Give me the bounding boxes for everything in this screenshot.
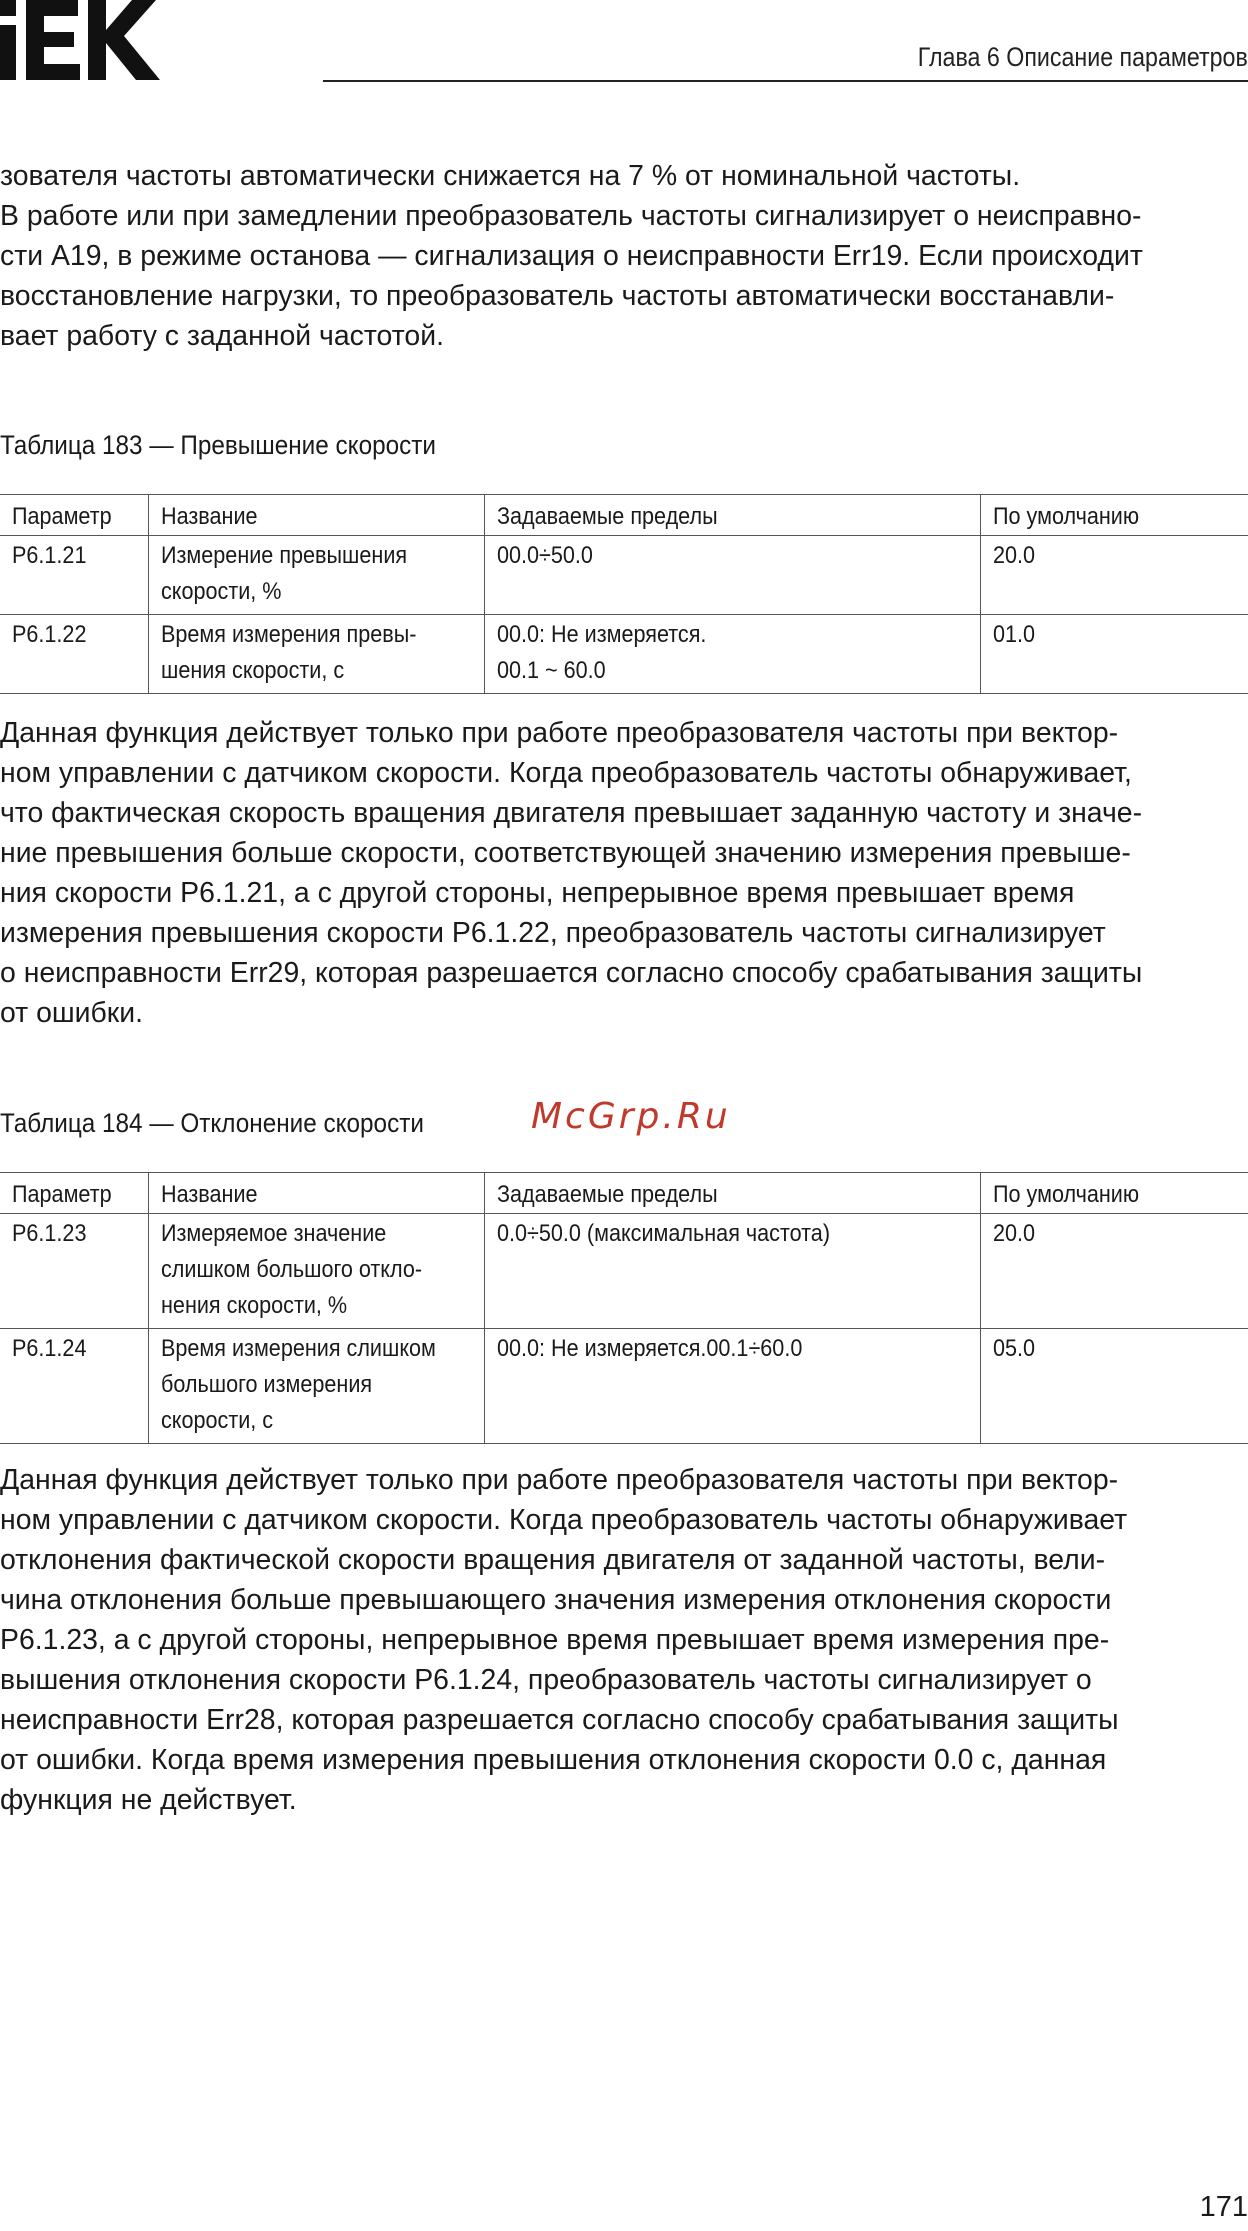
intro-line: восстановление нагрузки, то преобразователь частоты автоматически восстанавли- [0, 280, 1115, 312]
column-header: По умолчанию [980, 495, 1248, 536]
paragraph-line: неисправности Err28, которая разрешается согласно способу срабатывания защиты [0, 1704, 1119, 1736]
body-paragraph [0, 713, 1248, 1033]
name-cell: Время измерения превы- шения скорости, с [148, 615, 484, 694]
chapter-title: Глава 6 Описание параметров [917, 42, 1248, 72]
header-rule [323, 80, 1248, 82]
paragraph-line: отклонения фактической скорости вращения двигателя от заданной частоты, вели- [0, 1544, 1106, 1576]
param-cell: P6.1.23 [0, 1214, 148, 1329]
paragraph-line: ния скорости P6.1.21, а с другой стороны, непрерывное время превышает время [0, 877, 1075, 909]
table-184 [0, 1172, 1248, 1444]
paragraph-line: ние превышения больше скорости, соответствующей значению измерения превыше- [0, 837, 1131, 869]
column-header: Задаваемые пределы [484, 1173, 980, 1214]
iek-logo [0, 0, 164, 80]
range-cell: 0.0÷50.0 (максимальная частота) [484, 1214, 980, 1329]
table-183 [0, 494, 1248, 694]
name-cell: Измерение превышения скорости, % [148, 536, 484, 615]
default-cell: 01.0 [980, 615, 1248, 694]
column-header: Название [148, 495, 484, 536]
paragraph-line: о неисправности Err29, которая разрешается согласно способу срабатывания защиты [0, 957, 1143, 989]
table-header-row [0, 495, 1248, 536]
intro-paragraph [0, 156, 1248, 356]
range-cell: 00.0: Не измеряется. 00.1 ~ 60.0 [484, 615, 980, 694]
range-cell: 00.0: Не измеряется.00.1÷60.0 [484, 1329, 980, 1444]
table-183-caption: Таблица 183 — Превышение скорости [0, 430, 436, 460]
column-header: Параметр [0, 495, 148, 536]
watermark: McGrp.Ru [531, 1096, 731, 1137]
paragraph-line: Данная функция действует только при работе преобразователя частоты при вектор- [0, 717, 1119, 749]
table-row [0, 1214, 1248, 1329]
page-number: 171 [1199, 2191, 1248, 2223]
table-184-caption: Таблица 184 — Отклонение скорости [0, 1108, 424, 1138]
param-cell: P6.1.22 [0, 615, 148, 694]
range-cell: 00.0÷50.0 [484, 536, 980, 615]
default-cell: 20.0 [980, 536, 1248, 615]
column-header: Название [148, 1173, 484, 1214]
paragraph-line: чина отклонения больше превышающего значения измерения отклонения скорости [0, 1584, 1112, 1616]
default-cell: 20.0 [980, 1214, 1248, 1329]
intro-line: вает работу с заданной частотой. [0, 320, 444, 352]
column-header: Параметр [0, 1173, 148, 1214]
intro-line: сти А19, в режиме останова — сигнализация о неисправности Err19. Если происходит [0, 240, 1143, 272]
param-cell: P6.1.21 [0, 536, 148, 615]
paragraph-line: от ошибки. [0, 997, 144, 1029]
column-header: Задаваемые пределы [484, 495, 980, 536]
body-paragraph [0, 1460, 1248, 1820]
column-header: По умолчанию [980, 1173, 1248, 1214]
paragraph-line: от ошибки. Когда время измерения превышения отклонения скорости 0.0 с, данная [0, 1744, 1107, 1776]
table-row [0, 615, 1248, 694]
paragraph-line: функция не действует. [0, 1784, 297, 1816]
intro-line: зователя частоты автоматически снижается на 7 % от номинальной частоты. [0, 160, 1021, 192]
table-row [0, 1329, 1248, 1444]
intro-line: В работе или при замедлении преобразователь частоты сигнализирует о неисправно- [0, 200, 1142, 232]
paragraph-line: P6.1.23, а с другой стороны, непрерывное время превышает время измерения пре- [0, 1624, 1110, 1656]
default-cell: 05.0 [980, 1329, 1248, 1444]
paragraph-line: измерения превышения скорости P6.1.22, преобразователь частоты сигнализирует [0, 917, 1106, 949]
paragraph-line: Данная функция действует только при работе преобразователя частоты при вектор- [0, 1464, 1119, 1496]
table-header-row [0, 1173, 1248, 1214]
paragraph-line: что фактическая скорость вращения двигателя превышает заданную частоту и значе- [0, 797, 1143, 829]
param-cell: P6.1.24 [0, 1329, 148, 1444]
paragraph-line: ном управлении с датчиком скорости. Когда преобразователь частоты обнаруживает [0, 1504, 1128, 1536]
paragraph-line: ном управлении с датчиком скорости. Когда преобразователь частоты обнаруживает, [0, 757, 1132, 789]
paragraph-line: вышения отклонения скорости P6.1.24, преобразователь частоты сигнализирует о [0, 1664, 1092, 1696]
name-cell: Время измерения слишком большого измерения скорости, с [148, 1329, 484, 1444]
name-cell: Измеряемое значение слишком большого откло- нения скорости, % [148, 1214, 484, 1329]
table-row [0, 536, 1248, 615]
